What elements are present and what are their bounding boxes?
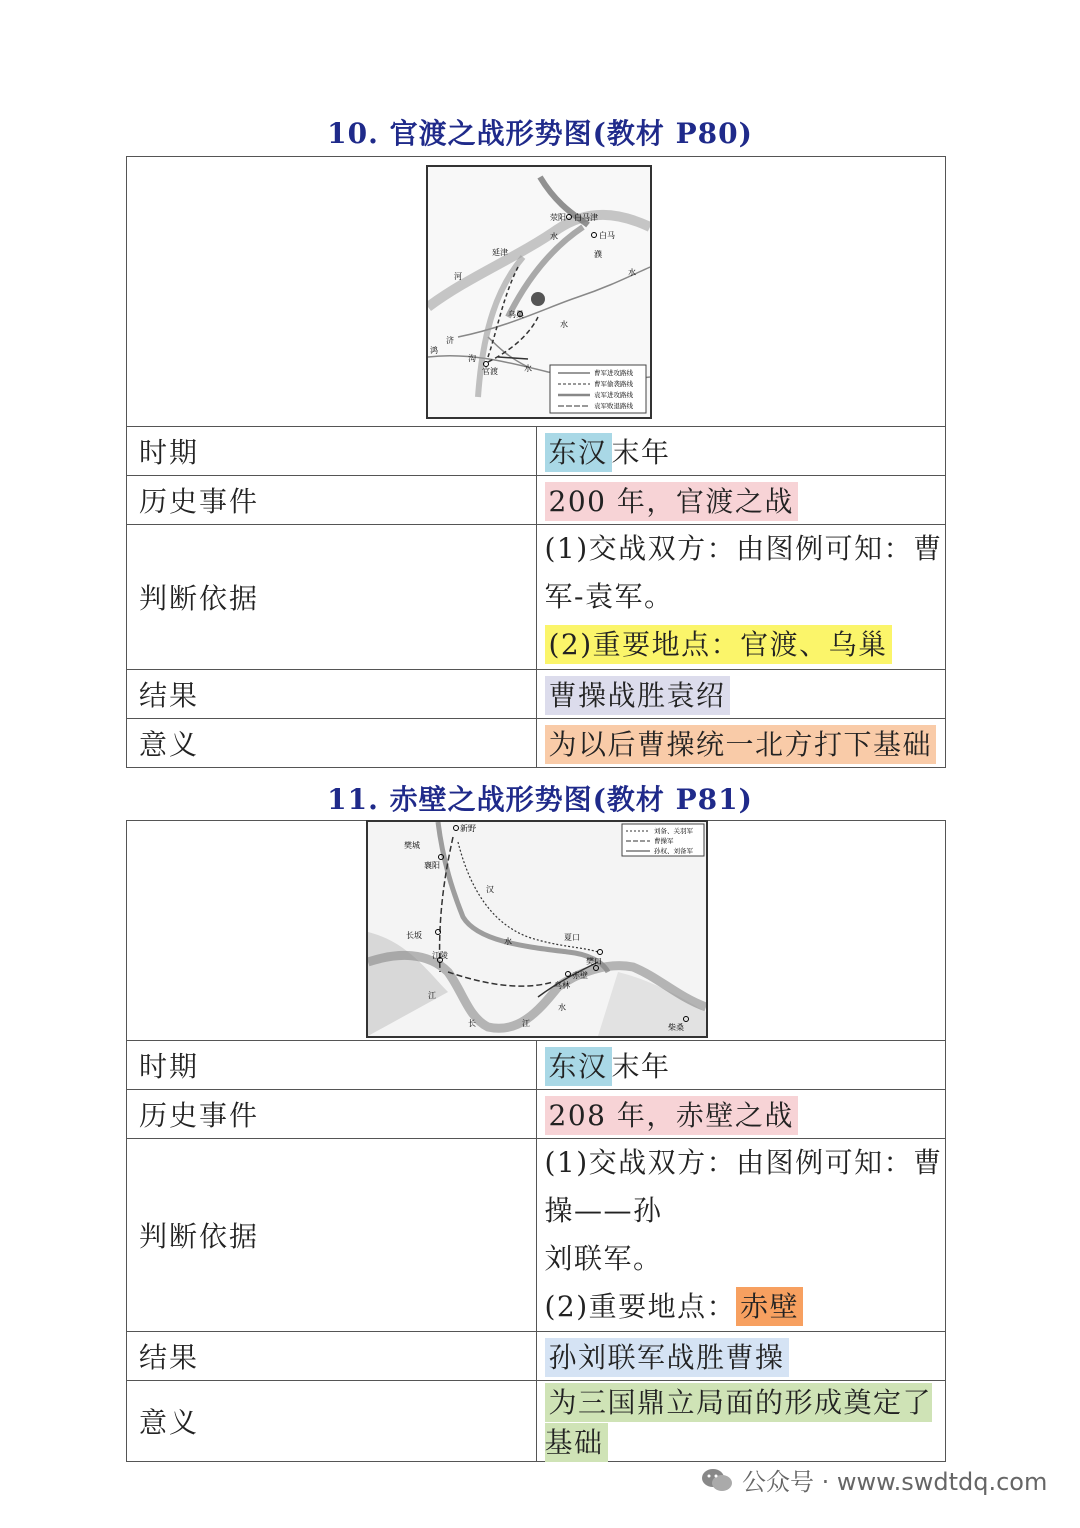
- legend-item-1: 曹军进攻路线: [594, 369, 633, 377]
- map-label-fancheng: 樊城: [404, 841, 420, 850]
- highlight-meaning: 为三国鼎立局面的形成奠定了基础: [545, 1383, 933, 1462]
- highlight-event: 200 年，官渡之战: [545, 482, 798, 521]
- row-label-meaning: 意义: [127, 1381, 537, 1462]
- basis-line-1: (1)交战双方：由图例可知：曹军-袁军。: [544, 532, 943, 613]
- section-title-chibi: 11. 赤壁之战形势图(教材 P81): [327, 783, 753, 816]
- map-label-chaisang: 柴桑: [668, 1023, 684, 1032]
- row-label-result: 结果: [127, 1332, 537, 1381]
- legend-item-4: 袁军败退路线: [594, 402, 633, 410]
- map-label-xingyang: 荥阳: [550, 213, 566, 222]
- highlight-result: 孙刘联军战胜曹操: [545, 1338, 789, 1377]
- map-river-label-1: 水: [550, 232, 558, 241]
- row-label-event: 历史事件: [127, 1090, 537, 1139]
- basis-line-2-wrap: [545, 621, 946, 669]
- map-river-label-4: 水: [628, 268, 636, 277]
- row-label-basis: 判断依据: [127, 1139, 537, 1332]
- map-label-chibi: 赤壁: [572, 971, 588, 980]
- basis-line-3-prefix: (2)重要地点：: [544, 1290, 737, 1323]
- basis-line-1: (1)交战双方：由图例可知：曹操——孙: [544, 1146, 943, 1227]
- map-river-label-8: 水: [524, 364, 532, 373]
- section-title-guandu: 10. 官渡之战形势图(教材 P80): [327, 117, 753, 150]
- map-river-label-3: 濮: [594, 250, 602, 259]
- row-label-period: 时期: [127, 1041, 537, 1090]
- highlight-chibi: 赤壁: [736, 1287, 803, 1326]
- row-value-period: [536, 1041, 946, 1090]
- legend-item-1: 刘备、关羽军: [654, 827, 693, 835]
- map-river-label-9: 水: [560, 320, 568, 329]
- highlight-result: 曹操战胜袁绍: [545, 676, 730, 715]
- legend-item-2: 曹军偷袭路线: [594, 380, 633, 388]
- row-label-period: 时期: [127, 427, 537, 476]
- highlight-key-places: (2)重要地点：官渡、乌巢: [545, 625, 892, 664]
- map-river-label-1: 汉: [486, 885, 494, 894]
- basis-line-3: [545, 1283, 946, 1331]
- map-label-changban: 长坂: [406, 931, 422, 940]
- map-label-baima: 白马: [599, 231, 615, 240]
- row-value-meaning: [536, 719, 946, 768]
- row-value-result: [536, 1332, 946, 1381]
- guandu-battle-map: [426, 165, 652, 419]
- chibi-battle-map: [366, 820, 708, 1038]
- map-label-wuchao: 乌巢: [508, 310, 524, 319]
- highlight-dynasty: 东汉: [545, 1047, 612, 1086]
- map-label-xinye: 新野: [460, 824, 476, 833]
- map-label-xiakou: 夏口: [564, 933, 580, 942]
- row-value-event: [536, 1090, 946, 1139]
- map-label-guandu: 官渡: [482, 367, 498, 376]
- row-value-event: [536, 476, 946, 525]
- legend-item-2: 曹操军: [654, 837, 674, 845]
- row-value-basis: [536, 1139, 946, 1332]
- map-label-xiangyang: 襄阳: [424, 861, 440, 870]
- map-river-label-6: 水: [558, 1003, 566, 1012]
- row-value-basis: [536, 525, 946, 670]
- map-river-label-4: 长: [468, 1019, 476, 1028]
- watermark-text: 公众号 · www.swdtdq.com: [742, 1468, 1048, 1496]
- map-river-label-6: 鸿: [430, 346, 438, 355]
- watermark: [700, 1462, 1047, 1497]
- map-label-fankou: 樊口: [586, 957, 602, 966]
- highlight-meaning: 为以后曹操统一北方打下基础: [545, 725, 937, 764]
- basis-line-2: 刘联军。: [544, 1242, 663, 1275]
- row-label-event: 历史事件: [127, 476, 537, 525]
- row-label-basis: 判断依据: [127, 525, 537, 670]
- row-label-result: 结果: [127, 670, 537, 719]
- map-river-label-5: 济: [446, 336, 454, 345]
- period-suffix: 末年: [611, 436, 671, 469]
- highlight-dynasty: 东汉: [545, 433, 612, 472]
- map-river-label-2: 水: [504, 937, 512, 946]
- map-river-label-2: 河: [454, 272, 462, 281]
- legend-item-3: 袁军进攻路线: [594, 391, 633, 399]
- map-label-jiangling: 江陵: [432, 951, 448, 960]
- row-value-result: [536, 670, 946, 719]
- row-label-meaning: 意义: [127, 719, 537, 768]
- period-suffix: 末年: [611, 1050, 671, 1083]
- legend-item-3: 孙权、刘备军: [654, 847, 693, 855]
- map-river-label-3: 江: [428, 991, 436, 1000]
- map-label-baimajin: 白马津: [574, 213, 598, 222]
- map-label-wulin: 乌林: [554, 981, 570, 990]
- row-value-meaning: [536, 1381, 946, 1462]
- map-river-label-7: 沟: [468, 354, 476, 363]
- highlight-event: 208 年，赤壁之战: [545, 1096, 798, 1135]
- map-river-label-5: 江: [522, 1019, 530, 1028]
- map-label-yanjin: 延津: [492, 248, 508, 257]
- wechat-icon: [700, 1467, 734, 1493]
- row-value-period: [536, 427, 946, 476]
